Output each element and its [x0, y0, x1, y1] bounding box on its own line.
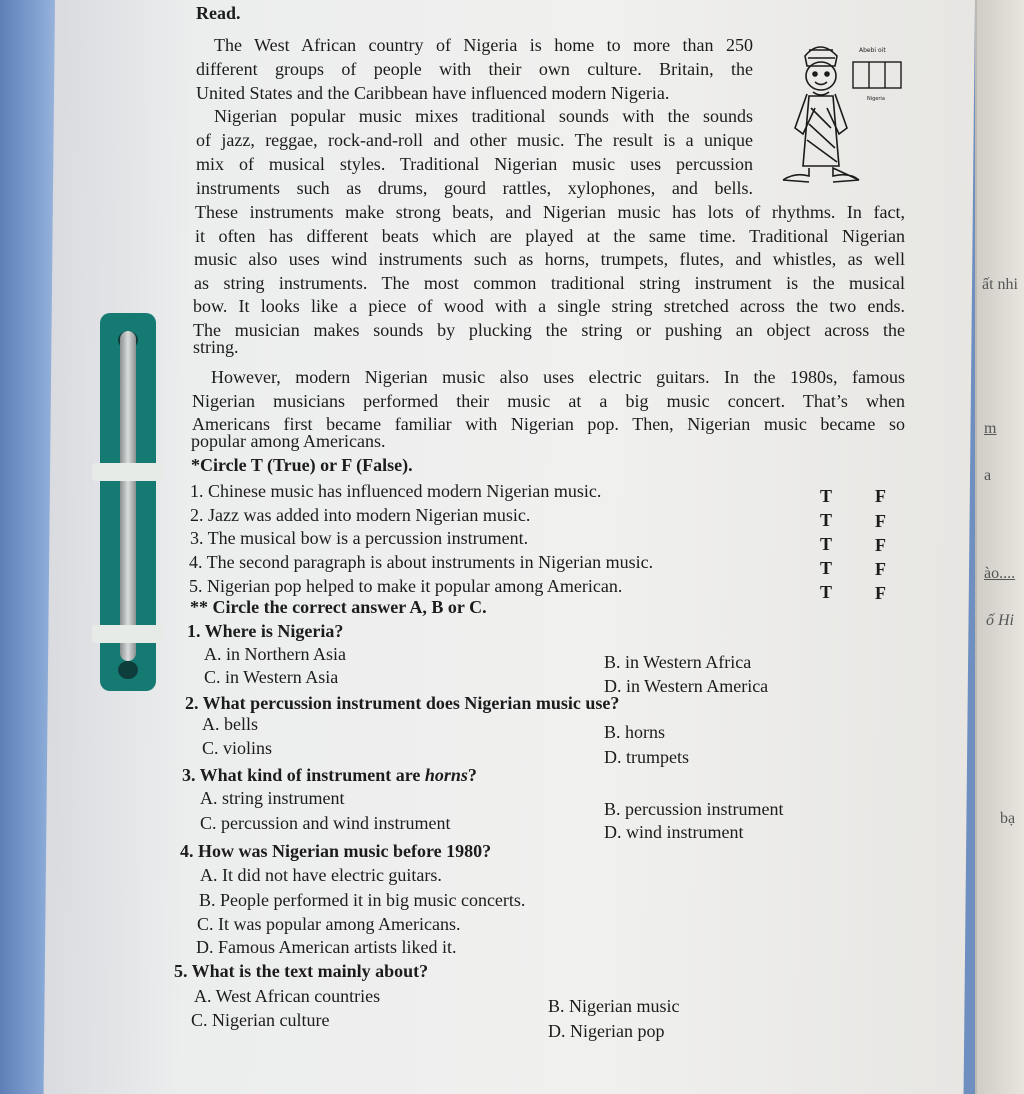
- answer-option[interactable]: D. trumpets: [604, 747, 689, 767]
- answer-option[interactable]: D. Nigerian pop: [548, 1021, 665, 1041]
- clip-band: [92, 625, 164, 643]
- answer-option[interactable]: B. People performed it in big music concerts.: [199, 890, 526, 910]
- passage-line: bow. It looks like a piece of wood with a single string stretched across the two ends.: [193, 296, 905, 316]
- false-option[interactable]: F: [875, 535, 886, 555]
- true-option[interactable]: T: [820, 534, 833, 554]
- question-italic-word: horns: [424, 765, 468, 785]
- question-text: ?: [467, 765, 477, 785]
- side-fragment: ất nhi: [982, 276, 1018, 293]
- tf-item: 5. Nigerian pop helped to make it popular among American.: [189, 576, 623, 596]
- question-title: 5. What is the text mainly about?: [174, 961, 429, 981]
- false-option[interactable]: F: [875, 583, 886, 603]
- passage-line: string.: [193, 337, 239, 357]
- passage-line: Americans first became familiar with Nigerian pop. Then, Nigerian music became so: [192, 414, 905, 434]
- passage-line: These instruments make strong beats, and Nigerian music has lots of rhythms. In fact,: [195, 202, 905, 222]
- answer-option[interactable]: C. Nigerian culture: [191, 1010, 330, 1030]
- answer-option[interactable]: C. It was popular among Americans.: [197, 914, 461, 934]
- question-title: 2. What percussion instrument does Nigerian music use?: [185, 693, 620, 713]
- passage-line: instruments such as drums, gourd rattles, xylophones, and bells.: [196, 178, 753, 198]
- false-option[interactable]: F: [875, 511, 886, 531]
- passage-line: it often has different beats which are played at the same time. Traditional Nigerian: [195, 226, 905, 246]
- passage-line: The musician makes sounds by plucking the string or pushing an object across the: [193, 320, 905, 340]
- tf-item: 3. The musical bow is a percussion instrument.: [190, 528, 529, 548]
- side-fragment: ào....: [984, 565, 1016, 582]
- answer-option[interactable]: B. horns: [604, 722, 666, 742]
- passage-line: Nigerian popular music mixes traditional sounds with the sounds: [214, 106, 753, 126]
- answer-option[interactable]: A. West African countries: [194, 986, 381, 1006]
- sign-label-top: Abebi oit: [859, 47, 886, 54]
- false-option[interactable]: F: [875, 486, 886, 506]
- binder-clip: [100, 313, 156, 691]
- passage-line: The West African country of Nigeria is home to more than 250: [214, 35, 753, 55]
- true-option[interactable]: T: [820, 510, 833, 530]
- question-text: 3. What kind of instrument are: [182, 765, 425, 785]
- true-option[interactable]: T: [820, 486, 833, 506]
- answer-option[interactable]: A. It did not have electric guitars.: [200, 865, 442, 885]
- passage-line: United States and the Caribbean have influenced modern Nigeria.: [196, 83, 670, 103]
- answer-option[interactable]: D. wind instrument: [604, 822, 744, 842]
- clip-band: [92, 463, 164, 481]
- nigerian-girl-illustration: [775, 38, 905, 188]
- passage-line: of jazz, reggae, rock-and-roll and other music. The result is a unique: [196, 130, 753, 150]
- tf-item: 2. Jazz was added into modern Nigerian music.: [190, 505, 531, 525]
- answer-option[interactable]: D. Famous American artists liked it.: [196, 937, 457, 957]
- passage-line: as string instruments. The most common traditional string instrument is the musical: [194, 273, 905, 293]
- heading: Read.: [196, 3, 241, 23]
- side-fragment: bạ: [1000, 810, 1016, 827]
- question-title: 1. Where is Nigeria?: [187, 621, 344, 641]
- answer-option[interactable]: D. in Western America: [604, 676, 769, 696]
- answer-option[interactable]: A. string instrument: [200, 788, 345, 808]
- false-option[interactable]: F: [875, 559, 886, 579]
- girl-drawing-icon: [775, 38, 905, 188]
- passage-line: However, modern Nigerian music also uses electric guitars. In the 1980s, famous: [211, 367, 905, 387]
- question-title: 4. How was Nigerian music before 1980?: [180, 841, 492, 861]
- passage-line: mix of musical styles. Traditional Nigerian music uses percussion: [196, 154, 753, 174]
- adjacent-page: [975, 0, 1024, 1094]
- side-fragment: ố Hi: [986, 612, 1014, 629]
- tf-instruction: *Circle T (True) or F (False).: [191, 455, 413, 475]
- answer-option[interactable]: B. percussion instrument: [604, 799, 784, 819]
- passage-line: different groups of people with their own culture. Britain, the: [196, 59, 753, 79]
- side-fragment: m: [984, 420, 997, 437]
- clip-bar: [120, 331, 136, 661]
- question-title: [182, 766, 477, 784]
- answer-option[interactable]: A. bells: [202, 714, 258, 734]
- clip-hole: [118, 661, 138, 679]
- passage-line: popular among Americans.: [191, 431, 386, 451]
- passage-line: music also uses wind instruments such as horns, trumpets, flutes, and whistles, as well: [194, 249, 905, 269]
- answer-option[interactable]: B. in Western Africa: [604, 652, 752, 672]
- answer-option[interactable]: B. Nigerian music: [548, 996, 680, 1016]
- tf-item: 4. The second paragraph is about instruments in Nigerian music.: [189, 552, 654, 572]
- sign-label-bottom: Nigeria: [867, 96, 885, 102]
- answer-option[interactable]: C. violins: [202, 738, 273, 758]
- side-fragment: a: [984, 467, 992, 484]
- mc-instruction: ** Circle the correct answer A, B or C.: [190, 597, 487, 617]
- answer-option[interactable]: C. in Western Asia: [204, 667, 339, 687]
- true-option[interactable]: T: [820, 582, 833, 602]
- tf-item: 1. Chinese music has influenced modern Nigerian music.: [190, 481, 602, 501]
- true-option[interactable]: T: [820, 558, 833, 578]
- answer-option[interactable]: A. in Northern Asia: [204, 644, 346, 664]
- answer-option[interactable]: C. percussion and wind instrument: [200, 813, 451, 833]
- passage-line: Nigerian musicians performed their music at a big music concert. That’s when: [192, 391, 905, 411]
